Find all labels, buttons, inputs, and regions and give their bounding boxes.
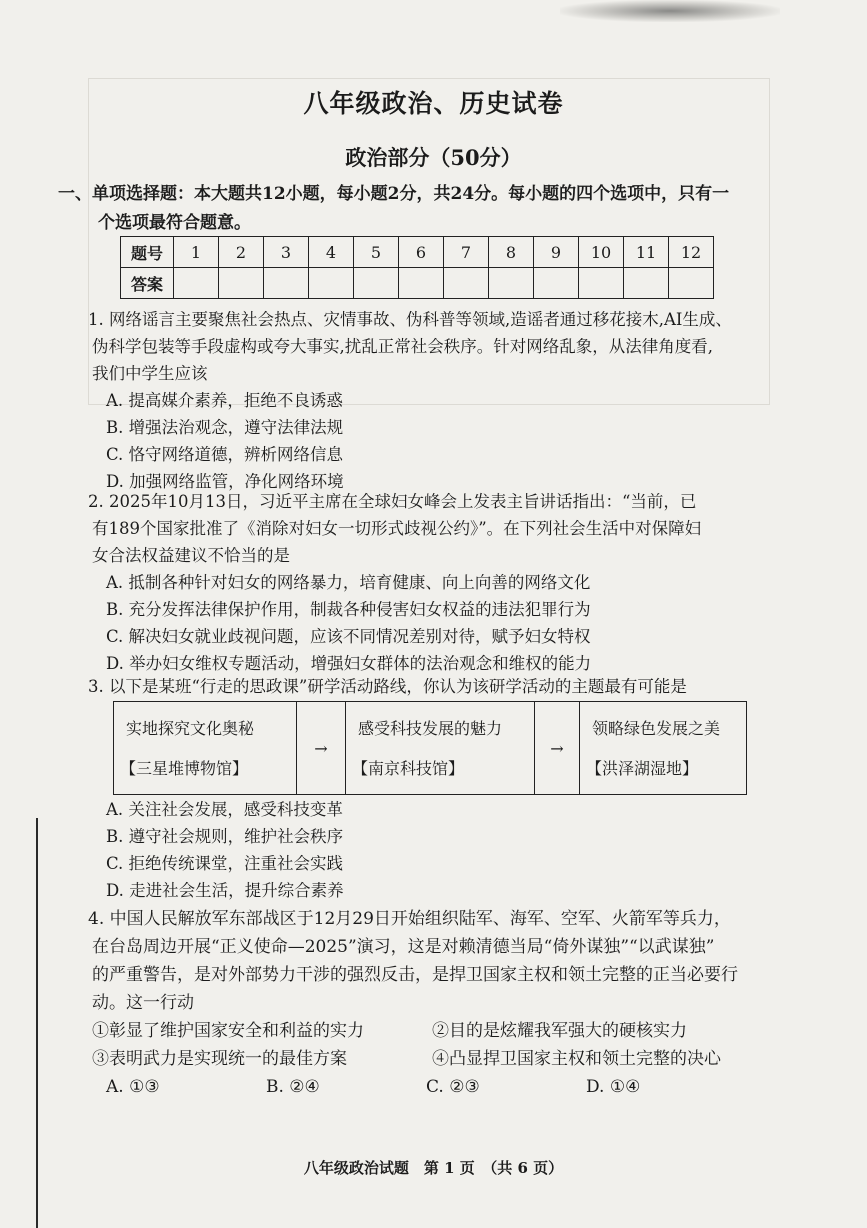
statement-row — [92, 1017, 767, 1045]
exam-subtitle: 政治部分（50分） — [345, 145, 522, 170]
route-step-2-topic: 感受科技发展的魅力 — [358, 719, 503, 738]
question-4 — [88, 905, 767, 1101]
answer-cell[interactable] — [219, 268, 264, 299]
question-2-stem: 有189个国家批准了《消除对妇女一切形式歧视公约》”。在下列社会生活中对保障妇 — [92, 519, 702, 538]
question-4-stem: 在台岛周边开展“正义使命—2025”演习，这是对赖清德当局“倚外谋独”“以武谋独” — [92, 937, 715, 957]
question-4-stem: 动。这一行动 — [92, 993, 194, 1013]
answer-cell[interactable] — [489, 268, 534, 299]
number-cell: 11 — [624, 237, 669, 268]
option-d[interactable]: D. 举办妇女维权专题活动，增强妇女群体的法治观念和维权的能力 — [106, 654, 592, 673]
option-a[interactable]: A. 关注社会发展，感受科技变革 — [106, 800, 343, 819]
option-c[interactable]: C. ②③ — [426, 1077, 480, 1097]
answer-cell[interactable] — [399, 268, 444, 299]
number-cell: 8 — [489, 237, 534, 268]
number-cell: 5 — [354, 237, 399, 268]
answer-cell[interactable] — [534, 268, 579, 299]
section-line-2: 个选项最符合题意。 — [98, 213, 251, 233]
option-d[interactable]: D. 走进社会生活，提升综合素养 — [106, 881, 344, 900]
statement-2: ②目的是炫耀我军强大的硬核实力 — [432, 1021, 687, 1041]
answer-cell[interactable] — [174, 268, 219, 299]
option-b[interactable]: B. 遵守社会规则，维护社会秩序 — [106, 827, 344, 846]
number-row-label: 题号 — [121, 237, 174, 268]
answer-cell[interactable] — [264, 268, 309, 299]
scan-shadow — [560, 0, 780, 22]
question-2 — [88, 488, 767, 677]
page-footer: 八年级政治试题 第 1 页 （共 6 页） — [303, 1159, 564, 1177]
question-3-stem: 3. 以下是某班“行走的思政课”研学活动路线，你认为该研学活动的主题最有可能是 — [88, 677, 687, 696]
answer-table — [120, 236, 714, 299]
question-4-stem: 4. 中国人民解放军东部战区于12月29日开始组织陆军、海军、空军、火箭军等兵力， — [88, 909, 731, 929]
option-a[interactable]: A. 抵制各种针对妇女的网络暴力，培育健康、向上向善的网络文化 — [106, 573, 591, 592]
question-4-options — [92, 1073, 767, 1101]
section-line-1: 一、单项选择题：本大题共12小题，每小题2分，共24分。每小题的四个选项中，只有一 — [58, 184, 730, 204]
question-1-stem: 我们中学生应该 — [92, 364, 208, 383]
number-cell: 3 — [264, 237, 309, 268]
statement-row — [92, 1045, 767, 1073]
option-a[interactable]: A. 提高媒介素养，拒绝不良诱惑 — [106, 391, 343, 410]
route-step-1-topic: 实地探究文化奥秘 — [126, 719, 255, 738]
question-3-options — [92, 796, 767, 904]
option-b[interactable]: B. ②④ — [266, 1077, 320, 1097]
option-d[interactable]: D. ①④ — [586, 1077, 641, 1097]
option-c[interactable]: C. 恪守网络道德，辨析网络信息 — [106, 445, 344, 464]
answer-cell[interactable] — [354, 268, 399, 299]
answer-cell[interactable] — [579, 268, 624, 299]
question-3 — [88, 673, 767, 700]
question-1-stem: 伪科学包装等手段虚构或夸大事实,扰乱正常社会秩序。针对网络乱象，从法律角度看, — [92, 337, 713, 356]
statement-3: ③表明武力是实现统一的最佳方案 — [92, 1049, 347, 1069]
section-heading — [58, 180, 768, 238]
route-step-2 — [346, 702, 535, 794]
route-step-3 — [580, 702, 744, 794]
number-cell: 4 — [309, 237, 354, 268]
study-route-flow — [113, 701, 747, 795]
answer-table-number-row — [121, 237, 714, 268]
route-arrow-1 — [297, 702, 346, 794]
number-cell: 6 — [399, 237, 444, 268]
question-2-stem: 2. 2025年10月13日，习近平主席在全球妇女峰会上发表主旨讲话指出：“当前，已 — [88, 492, 697, 511]
route-step-1-place: 【三星堆博物馆】 — [120, 759, 249, 778]
answer-row-label: 答案 — [121, 268, 174, 299]
route-arrow-2 — [535, 702, 580, 794]
statement-4: ④凸显捍卫国家主权和领土完整的决心 — [432, 1049, 721, 1069]
number-cell: 7 — [444, 237, 489, 268]
number-cell: 9 — [534, 237, 579, 268]
number-cell: 10 — [579, 237, 624, 268]
option-c[interactable]: C. 拒绝传统课堂，注重社会实践 — [106, 854, 344, 873]
arrow-right-icon: → — [550, 738, 564, 758]
option-c[interactable]: C. 解决妇女就业歧视问题，应该不同情况差别对待，赋予妇女特权 — [106, 627, 591, 646]
option-a[interactable]: A. ①③ — [106, 1077, 160, 1097]
answer-cell[interactable] — [444, 268, 489, 299]
answer-cell[interactable] — [669, 268, 714, 299]
question-4-stem: 的严重警告，是对外部势力干涉的强烈反击，是捍卫国家主权和领土完整的正当必要行 — [92, 965, 738, 985]
option-d[interactable]: D. 加强网络监管，净化网络环境 — [106, 472, 344, 491]
option-b[interactable]: B. 增强法治观念，遵守法律法规 — [106, 418, 344, 437]
option-b[interactable]: B. 充分发挥法律保护作用，制裁各种侵害妇女权益的违法犯罪行为 — [106, 600, 591, 619]
arrow-right-icon: → — [314, 738, 328, 758]
route-step-2-place: 【南京科技馆】 — [352, 759, 465, 778]
question-1-stem: 1. 网络谣言主要聚焦社会热点、灾情事故、伪科普等领域,造谣者通过移花接木,AI生成、 — [88, 310, 732, 329]
question-1 — [88, 306, 767, 495]
statement-1: ①彰显了维护国家安全和利益的实力 — [92, 1021, 364, 1041]
answer-cell[interactable] — [309, 268, 354, 299]
answer-table-answer-row — [121, 268, 714, 299]
number-cell: 12 — [669, 237, 714, 268]
number-cell: 2 — [219, 237, 264, 268]
question-2-stem: 女合法权益建议不恰当的是 — [92, 546, 290, 565]
route-step-3-place: 【洪泽湖湿地】 — [586, 759, 699, 778]
number-cell: 1 — [174, 237, 219, 268]
route-step-3-topic: 领略绿色发展之美 — [592, 719, 721, 738]
exam-title: 八年级政治、历史试卷 — [303, 89, 564, 118]
answer-cell[interactable] — [624, 268, 669, 299]
route-step-1 — [114, 702, 297, 794]
